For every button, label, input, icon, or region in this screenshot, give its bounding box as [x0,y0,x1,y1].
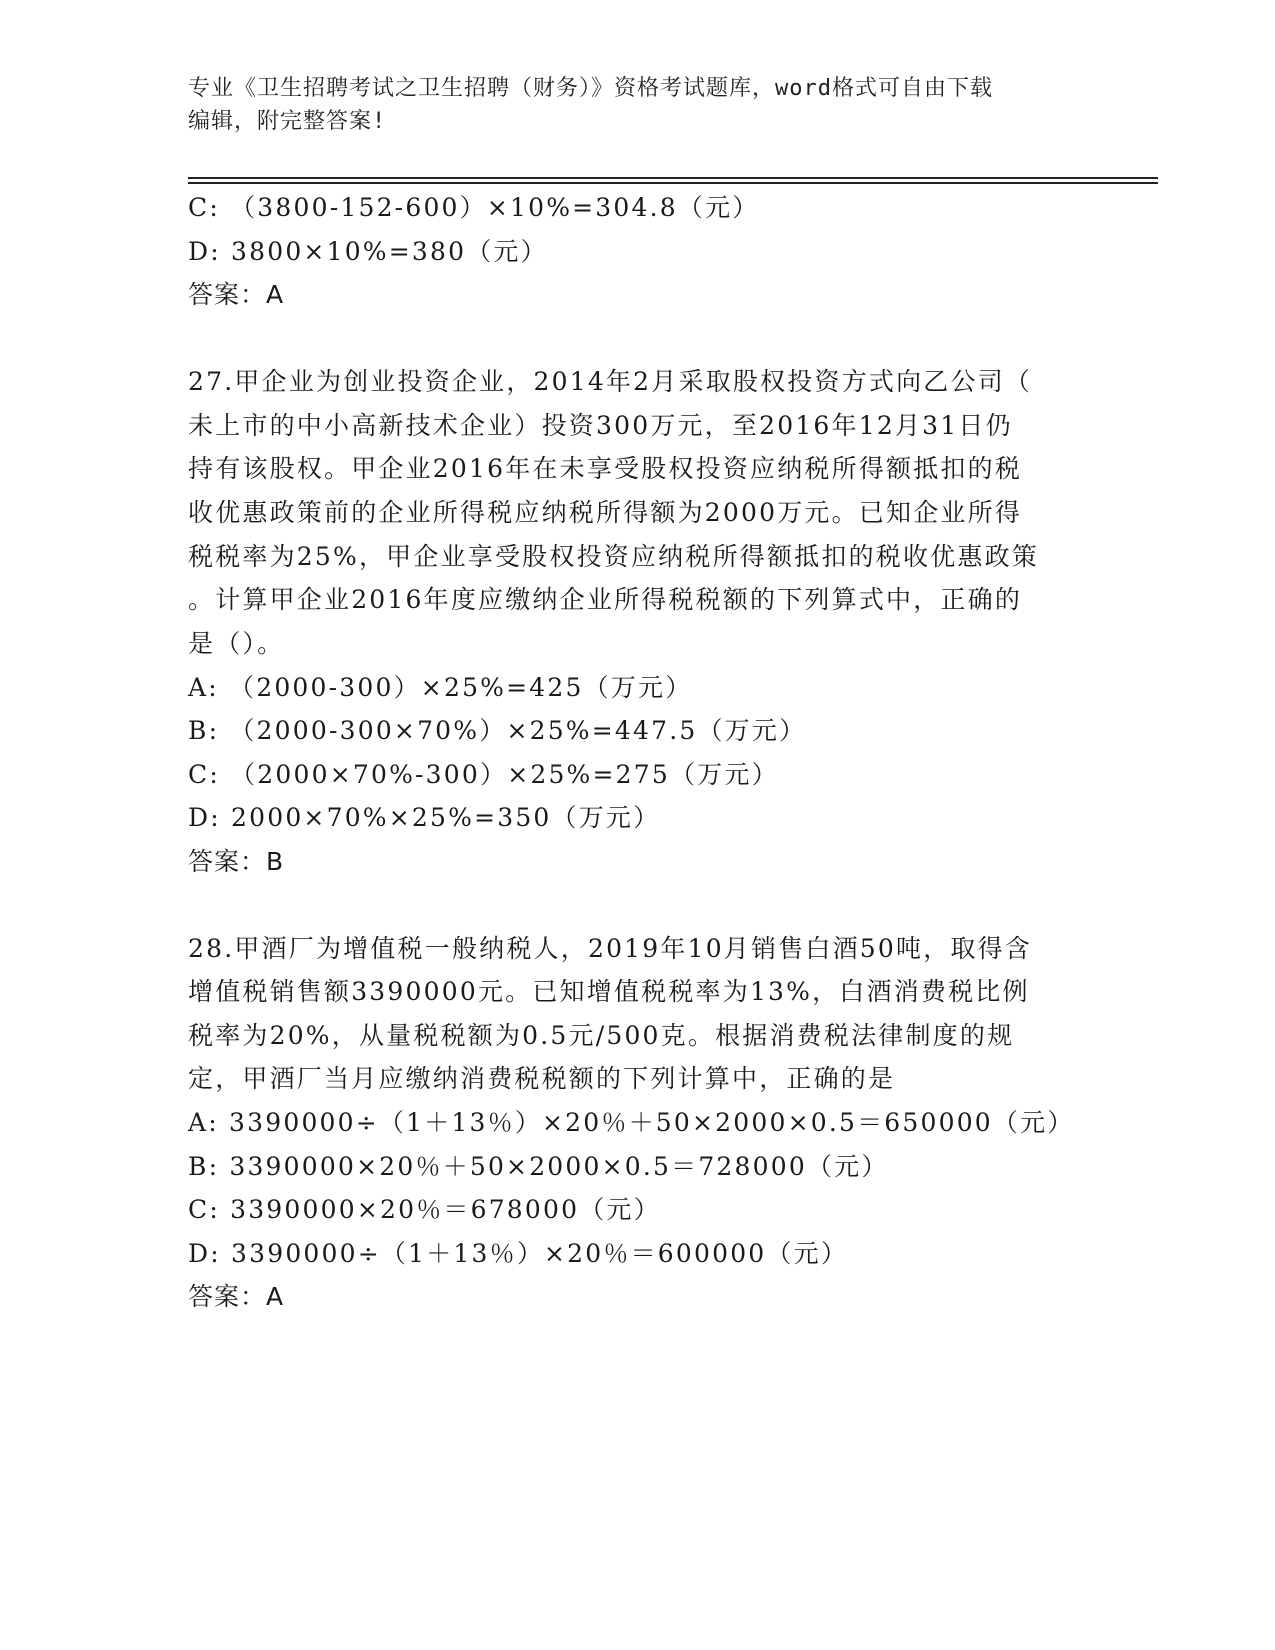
q28-option-d: D: 3390000÷（1＋13％）×20％＝600000（元） [188,1239,849,1268]
q28-answer: 答案：A [188,1282,285,1311]
q27-text-line: 27.甲企业为创业投资企业，2014年2月采取股权投资方式向乙公司（ [188,367,1033,396]
q27-text-line: 未上市的中小高新技术企业）投资300万元，至2016年12月31日仍 [188,411,1013,440]
q27-text-line: 。计算甲企业2016年度应缴纳企业所得税税额的下列算式中，正确的 [188,585,1023,614]
q27-answer: 答案：B [188,847,285,876]
q27-option-b: B: （2000-300×70%）×25%=447.5（万元） [188,716,807,745]
q27-text-line: 收优惠政策前的企业所得税应纳税所得额为2000万元。已知企业所得 [188,498,1023,527]
header-divider-top [188,177,1158,179]
q27-option-c: C: （2000×70%-300）×25%=275（万元） [188,760,779,789]
q27-text-line: 持有该股权。甲企业2016年在未享受股权投资应纳税所得额抵扣的税 [188,454,1023,483]
q28-option-a: A: 3390000÷（1＋13％）×20％＋50×2000×0.5＝650000（元） [188,1108,1075,1137]
q28-text-line: 28.甲酒厂为增值税一般纳税人，2019年10月销售白酒50吨，取得含 [188,934,1033,963]
header-line-1: 专业《卫生招聘考试之卫生招聘（财务）》资格考试题库，word格式可自由下载 [188,76,993,101]
prev-answer: 答案：A [188,280,285,309]
q27-text-line: 税税率为25%，甲企业享受股权投资应纳税所得额抵扣的税收优惠政策 [188,542,1039,571]
q27-text-line: 是（）。 [188,629,285,658]
q28-option-b: B: 3390000×20％＋50×2000×0.5＝728000（元） [188,1152,889,1181]
q28-text-line: 税率为20%，从量税税额为0.5元/500克。根据消费税法律制度的规 [188,1021,1015,1050]
prev-option-d: D: 3800×10%=380（元） [188,237,548,266]
header-line-2: 编辑，附完整答案! [188,109,387,134]
q28-text-line: 增值税销售额3390000元。已知增值税税率为13%，白酒消费税比例 [188,977,1030,1006]
document-header [188,72,1088,138]
q27-option-a: A: （2000-300）×25%=425（万元） [188,673,693,702]
q28-option-c: C: 3390000×20％＝678000（元） [188,1195,661,1224]
q27-option-d: D: 2000×70%×25%=350（万元） [188,803,661,832]
prev-option-c: C: （3800-152-600）×10%=304.8（元） [188,193,760,222]
q28-text-line: 定，甲酒厂当月应缴纳消费税税额的下列计算中，正确的是 [188,1064,896,1093]
header-divider-bottom [188,182,1158,184]
